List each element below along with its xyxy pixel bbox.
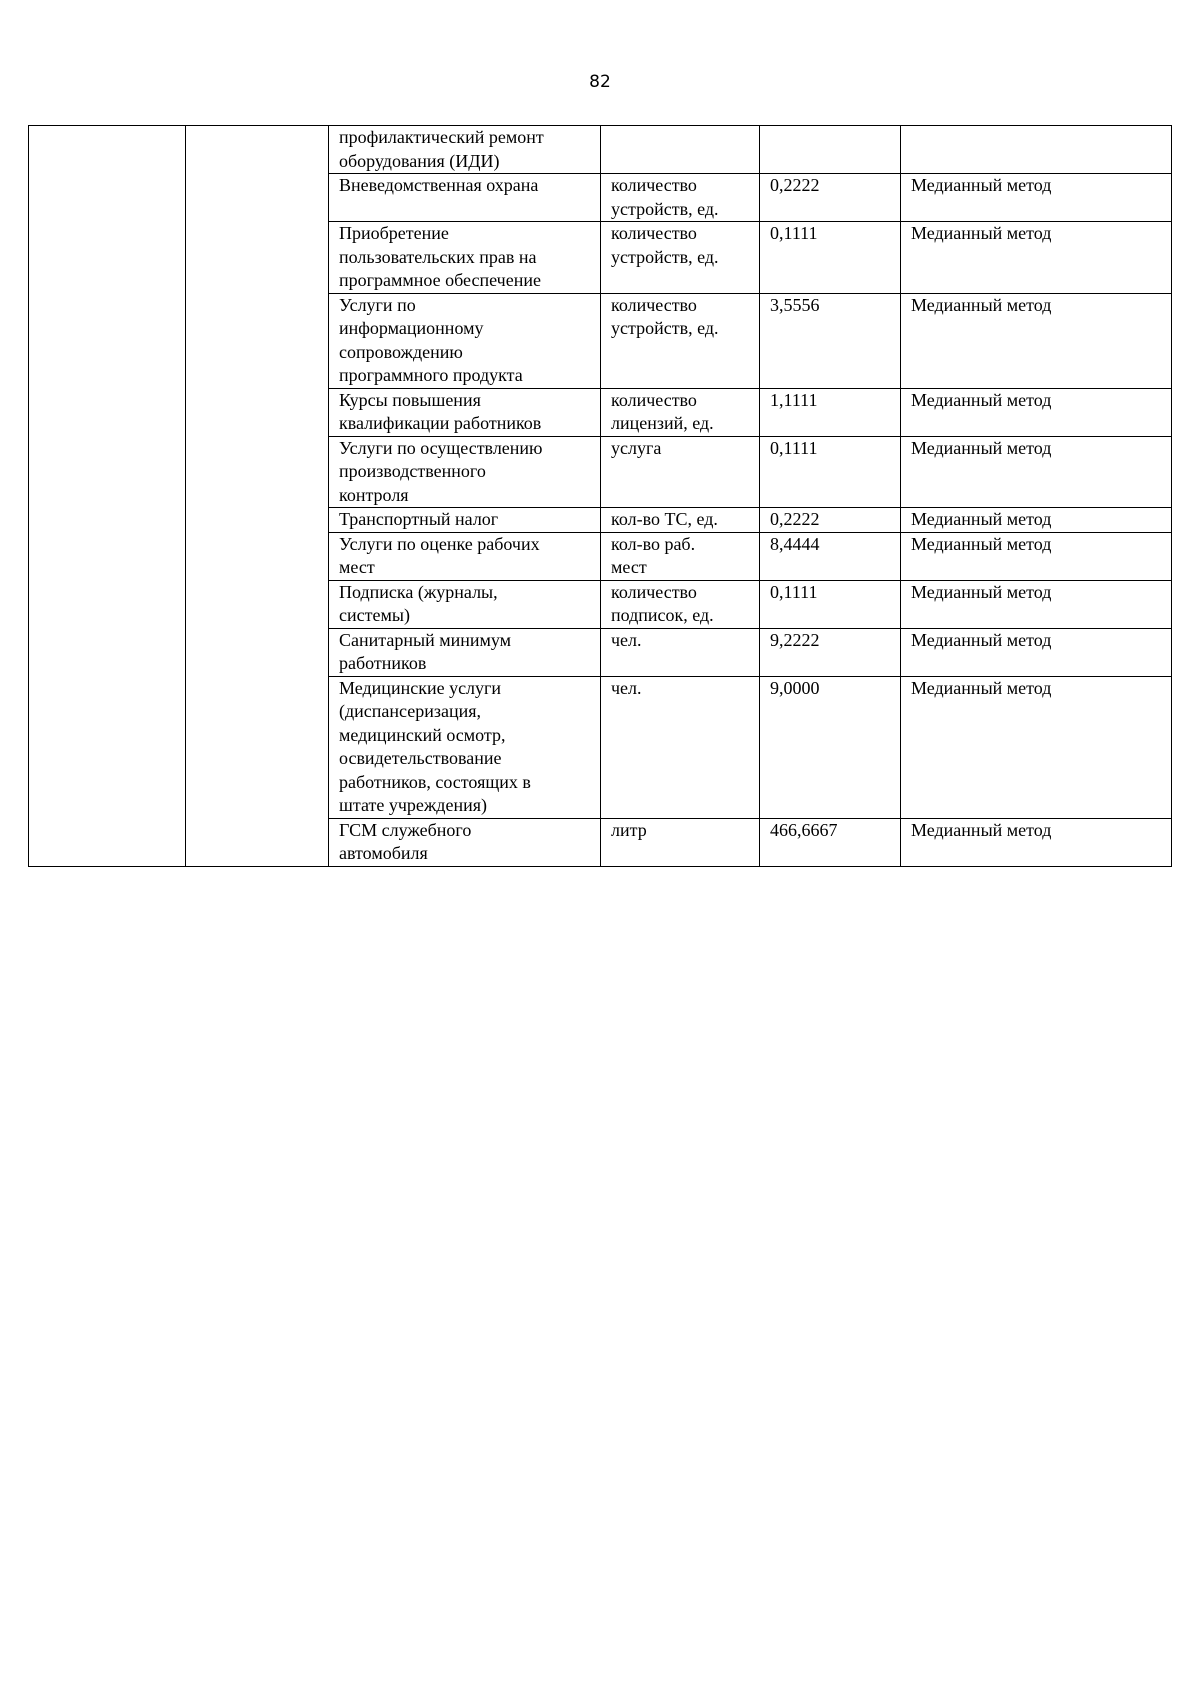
unit-cell-line: количество [611, 581, 697, 602]
value-cell: 0,2222 [760, 508, 901, 533]
expense-name-cell-line: Услуги по [339, 294, 416, 315]
expense-name-cell-line: мест [339, 557, 375, 577]
value-cell: 0,1111 [760, 436, 901, 508]
expense-name-cell-line: Подписка (журналы, [339, 581, 498, 602]
value-cell: 1,1111 [760, 388, 901, 436]
expense-name-cell-line: Вневедомственная охрана [339, 175, 539, 195]
page-number: 82 [589, 72, 611, 92]
expense-name-cell [329, 222, 601, 294]
expense-name-cell-line: Медицинские услуги [339, 677, 502, 698]
cost-norms-table [28, 125, 1172, 867]
expense-name-cell-line: работников [339, 653, 427, 673]
unit-cell [601, 293, 760, 388]
unit-cell-line: устройств, ед. [611, 246, 719, 267]
method-cell: Медианный метод [901, 580, 1172, 628]
value-cell: 0,1111 [760, 580, 901, 628]
value-cell: 466,6667 [760, 818, 901, 866]
unit-cell-line: чел. [611, 677, 642, 698]
unit-cell [601, 818, 760, 866]
expense-name-cell-line: производственного [339, 461, 486, 481]
expense-name-cell-line: автомобиля [339, 843, 428, 863]
expense-name-cell [329, 818, 601, 866]
expense-name-cell-line: профилактический ремонт [339, 127, 544, 147]
value-cell: 3,5556 [760, 293, 901, 388]
value-cell: 9,2222 [760, 628, 901, 676]
value-cell: 8,4444 [760, 532, 901, 580]
expense-name-cell [329, 532, 601, 580]
expense-name-cell-line: штате учреждения) [339, 795, 487, 815]
method-cell: Медианный метод [901, 388, 1172, 436]
expense-name-cell-line: Транспортный налог [339, 509, 499, 529]
expense-name-cell-line: Приобретение [339, 223, 449, 243]
unit-cell-line: чел. [611, 629, 642, 650]
table-row [29, 126, 1172, 174]
method-cell: Медианный метод [901, 174, 1172, 222]
expense-name-cell-line: Санитарный минимум [339, 629, 512, 650]
method-cell: Медианный метод [901, 532, 1172, 580]
expense-name-cell-line: программное обеспечение [339, 270, 541, 290]
value-cell: 0,1111 [760, 222, 901, 294]
expense-name-cell-line: Курсы повышения [339, 389, 481, 410]
expense-name-cell [329, 293, 601, 388]
unit-cell-line: подписок, ед. [611, 605, 714, 625]
unit-cell-line: количество [611, 294, 697, 315]
expense-name-cell-line: контроля [339, 484, 409, 505]
expense-name-cell-line: Услуги по оценке рабочих [339, 533, 540, 554]
table-cell-group [29, 126, 186, 867]
expense-name-cell [329, 580, 601, 628]
expense-name-cell-line: сопровождению [339, 341, 463, 362]
unit-cell-line: устройств, ед. [611, 198, 719, 219]
table-body [29, 126, 1172, 867]
expense-name-cell [329, 676, 601, 818]
unit-cell [601, 580, 760, 628]
value-cell: 9,0000 [760, 676, 901, 818]
unit-cell [601, 628, 760, 676]
table-cell-subgroup [186, 126, 329, 867]
method-cell: Медианный метод [901, 676, 1172, 818]
unit-cell-line: кол-во раб. [611, 533, 696, 554]
unit-cell [601, 508, 760, 533]
unit-cell [601, 126, 760, 174]
method-cell: Медианный метод [901, 508, 1172, 533]
expense-name-cell-line: оборудования (ИДИ) [339, 150, 500, 171]
expense-name-cell-line: информационному [339, 318, 484, 338]
method-cell: Медианный метод [901, 293, 1172, 388]
method-cell [901, 126, 1172, 174]
expense-name-cell-line: Услуги по осуществлению [339, 437, 543, 458]
unit-cell-line: мест [611, 557, 647, 577]
unit-cell [601, 436, 760, 508]
expense-name-cell-line: квалификации работников [339, 413, 542, 433]
expense-name-cell-line: системы) [339, 605, 410, 625]
expense-name-cell-line: (диспансеризация, [339, 701, 482, 721]
expense-name-cell-line: пользовательских прав на [339, 246, 537, 267]
value-cell: 0,2222 [760, 174, 901, 222]
unit-cell [601, 222, 760, 294]
expense-name-cell-line: медицинский осмотр, [339, 724, 506, 745]
expense-name-cell [329, 436, 601, 508]
unit-cell-line: устройств, ед. [611, 318, 719, 338]
unit-cell [601, 676, 760, 818]
unit-cell-line: количество [611, 389, 697, 410]
unit-cell-line: услуга [611, 437, 662, 458]
expense-name-cell [329, 508, 601, 533]
unit-cell-line: литр [611, 819, 647, 840]
method-cell: Медианный метод [901, 436, 1172, 508]
expense-name-cell [329, 388, 601, 436]
unit-cell [601, 174, 760, 222]
method-cell: Медианный метод [901, 818, 1172, 866]
unit-cell [601, 532, 760, 580]
expense-name-cell-line: ГСМ служебного [339, 819, 472, 840]
unit-cell-line: лицензий, ед. [611, 413, 714, 433]
unit-cell-line: количество [611, 223, 697, 243]
expense-name-cell [329, 126, 601, 174]
value-cell [760, 126, 901, 174]
method-cell: Медианный метод [901, 628, 1172, 676]
unit-cell-line: количество [611, 175, 697, 195]
unit-cell-line: кол-во ТС, ед. [611, 509, 718, 529]
expense-name-cell-line: работников, состоящих в [339, 771, 531, 792]
expense-name-cell [329, 174, 601, 222]
unit-cell [601, 388, 760, 436]
expense-name-cell-line: освидетельствование [339, 748, 502, 768]
method-cell: Медианный метод [901, 222, 1172, 294]
expense-name-cell [329, 628, 601, 676]
expense-name-cell-line: программного продукта [339, 365, 523, 385]
